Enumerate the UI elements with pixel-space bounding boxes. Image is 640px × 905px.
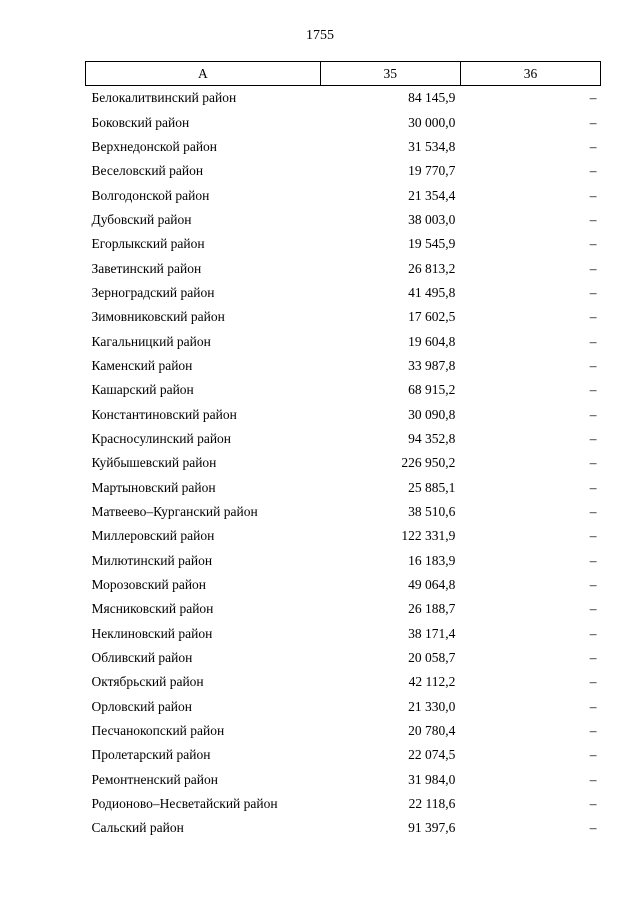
district-name-cell: Волгодонской район xyxy=(91,187,210,203)
district-name-cell: Каменский район xyxy=(91,357,193,373)
district-name-cell: Верхнедонской район xyxy=(91,138,218,154)
value-35-cell: 22 074,5 xyxy=(408,747,456,763)
district-name-cell: Кагальницкий район xyxy=(91,333,211,349)
value-36-cell: – xyxy=(589,723,597,739)
value-36-cell: – xyxy=(589,747,597,763)
table-row xyxy=(86,695,601,719)
value-36-cell: – xyxy=(589,406,597,422)
value-36-cell: – xyxy=(589,504,597,520)
table-row xyxy=(86,232,601,256)
district-name-cell: Родионово–Несветайский район xyxy=(91,796,278,812)
value-36-cell: – xyxy=(589,236,597,252)
value-36-cell: – xyxy=(589,698,597,714)
value-36-cell: – xyxy=(589,771,597,787)
value-35-cell: 84 145,9 xyxy=(408,90,456,106)
value-35-cell: 38 510,6 xyxy=(408,504,456,520)
district-name-cell: Октябрьский район xyxy=(91,674,204,690)
table-row xyxy=(86,646,601,670)
value-35-cell: 20 058,7 xyxy=(408,650,456,666)
value-36-cell: – xyxy=(589,820,597,836)
value-35-cell: 19 545,9 xyxy=(408,236,456,252)
table-row xyxy=(86,816,601,840)
district-name-cell: Красносулинский район xyxy=(91,430,232,446)
value-35-cell: 33 987,8 xyxy=(408,357,456,373)
table-row xyxy=(86,208,601,232)
table-row xyxy=(86,354,601,378)
value-36-cell: – xyxy=(589,309,597,325)
value-36-cell: – xyxy=(589,333,597,349)
value-36-cell: – xyxy=(589,211,597,227)
header-col-a: А xyxy=(86,62,321,86)
table-row xyxy=(86,549,601,573)
district-name-cell: Пролетарский район xyxy=(91,747,211,763)
value-36-cell: – xyxy=(589,601,597,617)
value-35-cell: 68 915,2 xyxy=(408,382,456,398)
value-35-cell: 122 331,9 xyxy=(401,528,456,544)
value-36-cell: – xyxy=(589,114,597,130)
value-35-cell: 42 112,2 xyxy=(408,674,456,690)
value-35-cell: 49 064,8 xyxy=(408,577,456,593)
district-name-cell: Константиновский район xyxy=(91,406,237,422)
table-row xyxy=(86,451,601,475)
value-36-cell: – xyxy=(589,284,597,300)
value-35-cell: 30 090,8 xyxy=(408,406,456,422)
value-36-cell: – xyxy=(589,430,597,446)
value-36-cell: – xyxy=(589,357,597,373)
table-row xyxy=(86,281,601,305)
value-35-cell: 38 171,4 xyxy=(408,625,456,641)
page-number: 1755 xyxy=(306,28,334,43)
value-35-cell: 19 604,8 xyxy=(408,333,456,349)
table-row xyxy=(86,305,601,329)
table-row xyxy=(86,402,601,426)
district-name-cell: Мартыновский район xyxy=(91,479,216,495)
value-35-cell: 31 534,8 xyxy=(408,138,456,154)
table-row xyxy=(86,768,601,792)
district-name-cell: Морозовский район xyxy=(91,577,207,593)
table-row xyxy=(86,500,601,524)
value-36-cell: – xyxy=(589,674,597,690)
value-36-cell: – xyxy=(589,382,597,398)
table-row xyxy=(86,427,601,451)
value-36-cell: – xyxy=(589,650,597,666)
district-name-cell: Сальский район xyxy=(91,820,184,836)
district-name-cell: Дубовский район xyxy=(91,211,192,227)
value-36-cell: – xyxy=(589,260,597,276)
district-name-cell: Обливский район xyxy=(91,650,193,666)
table-body xyxy=(86,86,601,841)
table-row xyxy=(86,622,601,646)
header-col-36: 36 xyxy=(460,62,600,86)
value-35-cell: 21 330,0 xyxy=(408,698,456,714)
district-name-cell: Ремонтненский район xyxy=(91,771,218,787)
district-name-cell: Матвеево–Курганский район xyxy=(91,504,258,520)
district-name-cell: Неклиновский район xyxy=(91,625,213,641)
district-name-cell: Кашарский район xyxy=(91,382,194,398)
value-35-cell: 17 602,5 xyxy=(408,309,456,325)
budget-table xyxy=(85,61,601,841)
district-name-cell: Заветинский район xyxy=(91,260,202,276)
table-row xyxy=(86,743,601,767)
value-35-cell: 26 813,2 xyxy=(408,260,456,276)
district-name-cell: Миллеровский район xyxy=(91,528,215,544)
district-name-cell: Песчанокопский район xyxy=(91,723,225,739)
table-row xyxy=(86,378,601,402)
value-36-cell: – xyxy=(589,625,597,641)
value-35-cell: 94 352,8 xyxy=(408,430,456,446)
value-36-cell: – xyxy=(589,187,597,203)
table-row xyxy=(86,670,601,694)
table-row xyxy=(86,159,601,183)
value-35-cell: 21 354,4 xyxy=(408,187,456,203)
value-36-cell: – xyxy=(589,577,597,593)
value-35-cell: 25 885,1 xyxy=(408,479,456,495)
table-row xyxy=(86,183,601,207)
district-name-cell: Боковский район xyxy=(91,114,190,130)
table-row xyxy=(86,256,601,280)
value-35-cell: 20 780,4 xyxy=(408,723,456,739)
value-35-cell: 22 118,6 xyxy=(408,796,456,812)
value-35-cell: 19 770,7 xyxy=(408,163,456,179)
table-row xyxy=(86,135,601,159)
district-name-cell: Куйбышевский район xyxy=(91,455,217,471)
district-name-cell: Мясниковский район xyxy=(91,601,214,617)
table-header xyxy=(86,62,601,86)
district-name-cell: Веселовский район xyxy=(91,163,204,179)
table-row xyxy=(86,792,601,816)
district-name-cell: Егорлыкский район xyxy=(91,236,205,252)
value-35-cell: 91 397,6 xyxy=(408,820,456,836)
table-row xyxy=(86,719,601,743)
table-row xyxy=(86,329,601,353)
table-row xyxy=(86,573,601,597)
district-name-cell: Зимовниковский район xyxy=(91,309,225,325)
value-35-cell: 226 950,2 xyxy=(401,455,456,471)
value-35-cell: 38 003,0 xyxy=(408,211,456,227)
value-36-cell: – xyxy=(589,552,597,568)
value-36-cell: – xyxy=(589,90,597,106)
value-35-cell: 26 188,7 xyxy=(408,601,456,617)
header-row xyxy=(86,62,601,86)
district-name-cell: Зерноградский район xyxy=(91,284,215,300)
district-name-cell: Белокалитвинский район xyxy=(91,90,237,106)
value-36-cell: – xyxy=(589,528,597,544)
table-row xyxy=(86,110,601,134)
value-35-cell: 41 495,8 xyxy=(408,284,456,300)
value-36-cell: – xyxy=(589,455,597,471)
value-35-cell: 30 000,0 xyxy=(408,114,456,130)
district-name-cell: Орловский район xyxy=(91,698,192,714)
table-row xyxy=(86,597,601,621)
district-name-cell: Милютинский район xyxy=(91,552,213,568)
value-36-cell: – xyxy=(589,163,597,179)
value-35-cell: 31 984,0 xyxy=(408,771,456,787)
table-row xyxy=(86,476,601,500)
value-36-cell: – xyxy=(589,138,597,154)
value-35-cell: 16 183,9 xyxy=(408,552,456,568)
value-36-cell: – xyxy=(589,479,597,495)
table-row xyxy=(86,524,601,548)
header-col-35: 35 xyxy=(320,62,460,86)
table-row xyxy=(86,86,601,111)
value-36-cell: – xyxy=(589,796,597,812)
